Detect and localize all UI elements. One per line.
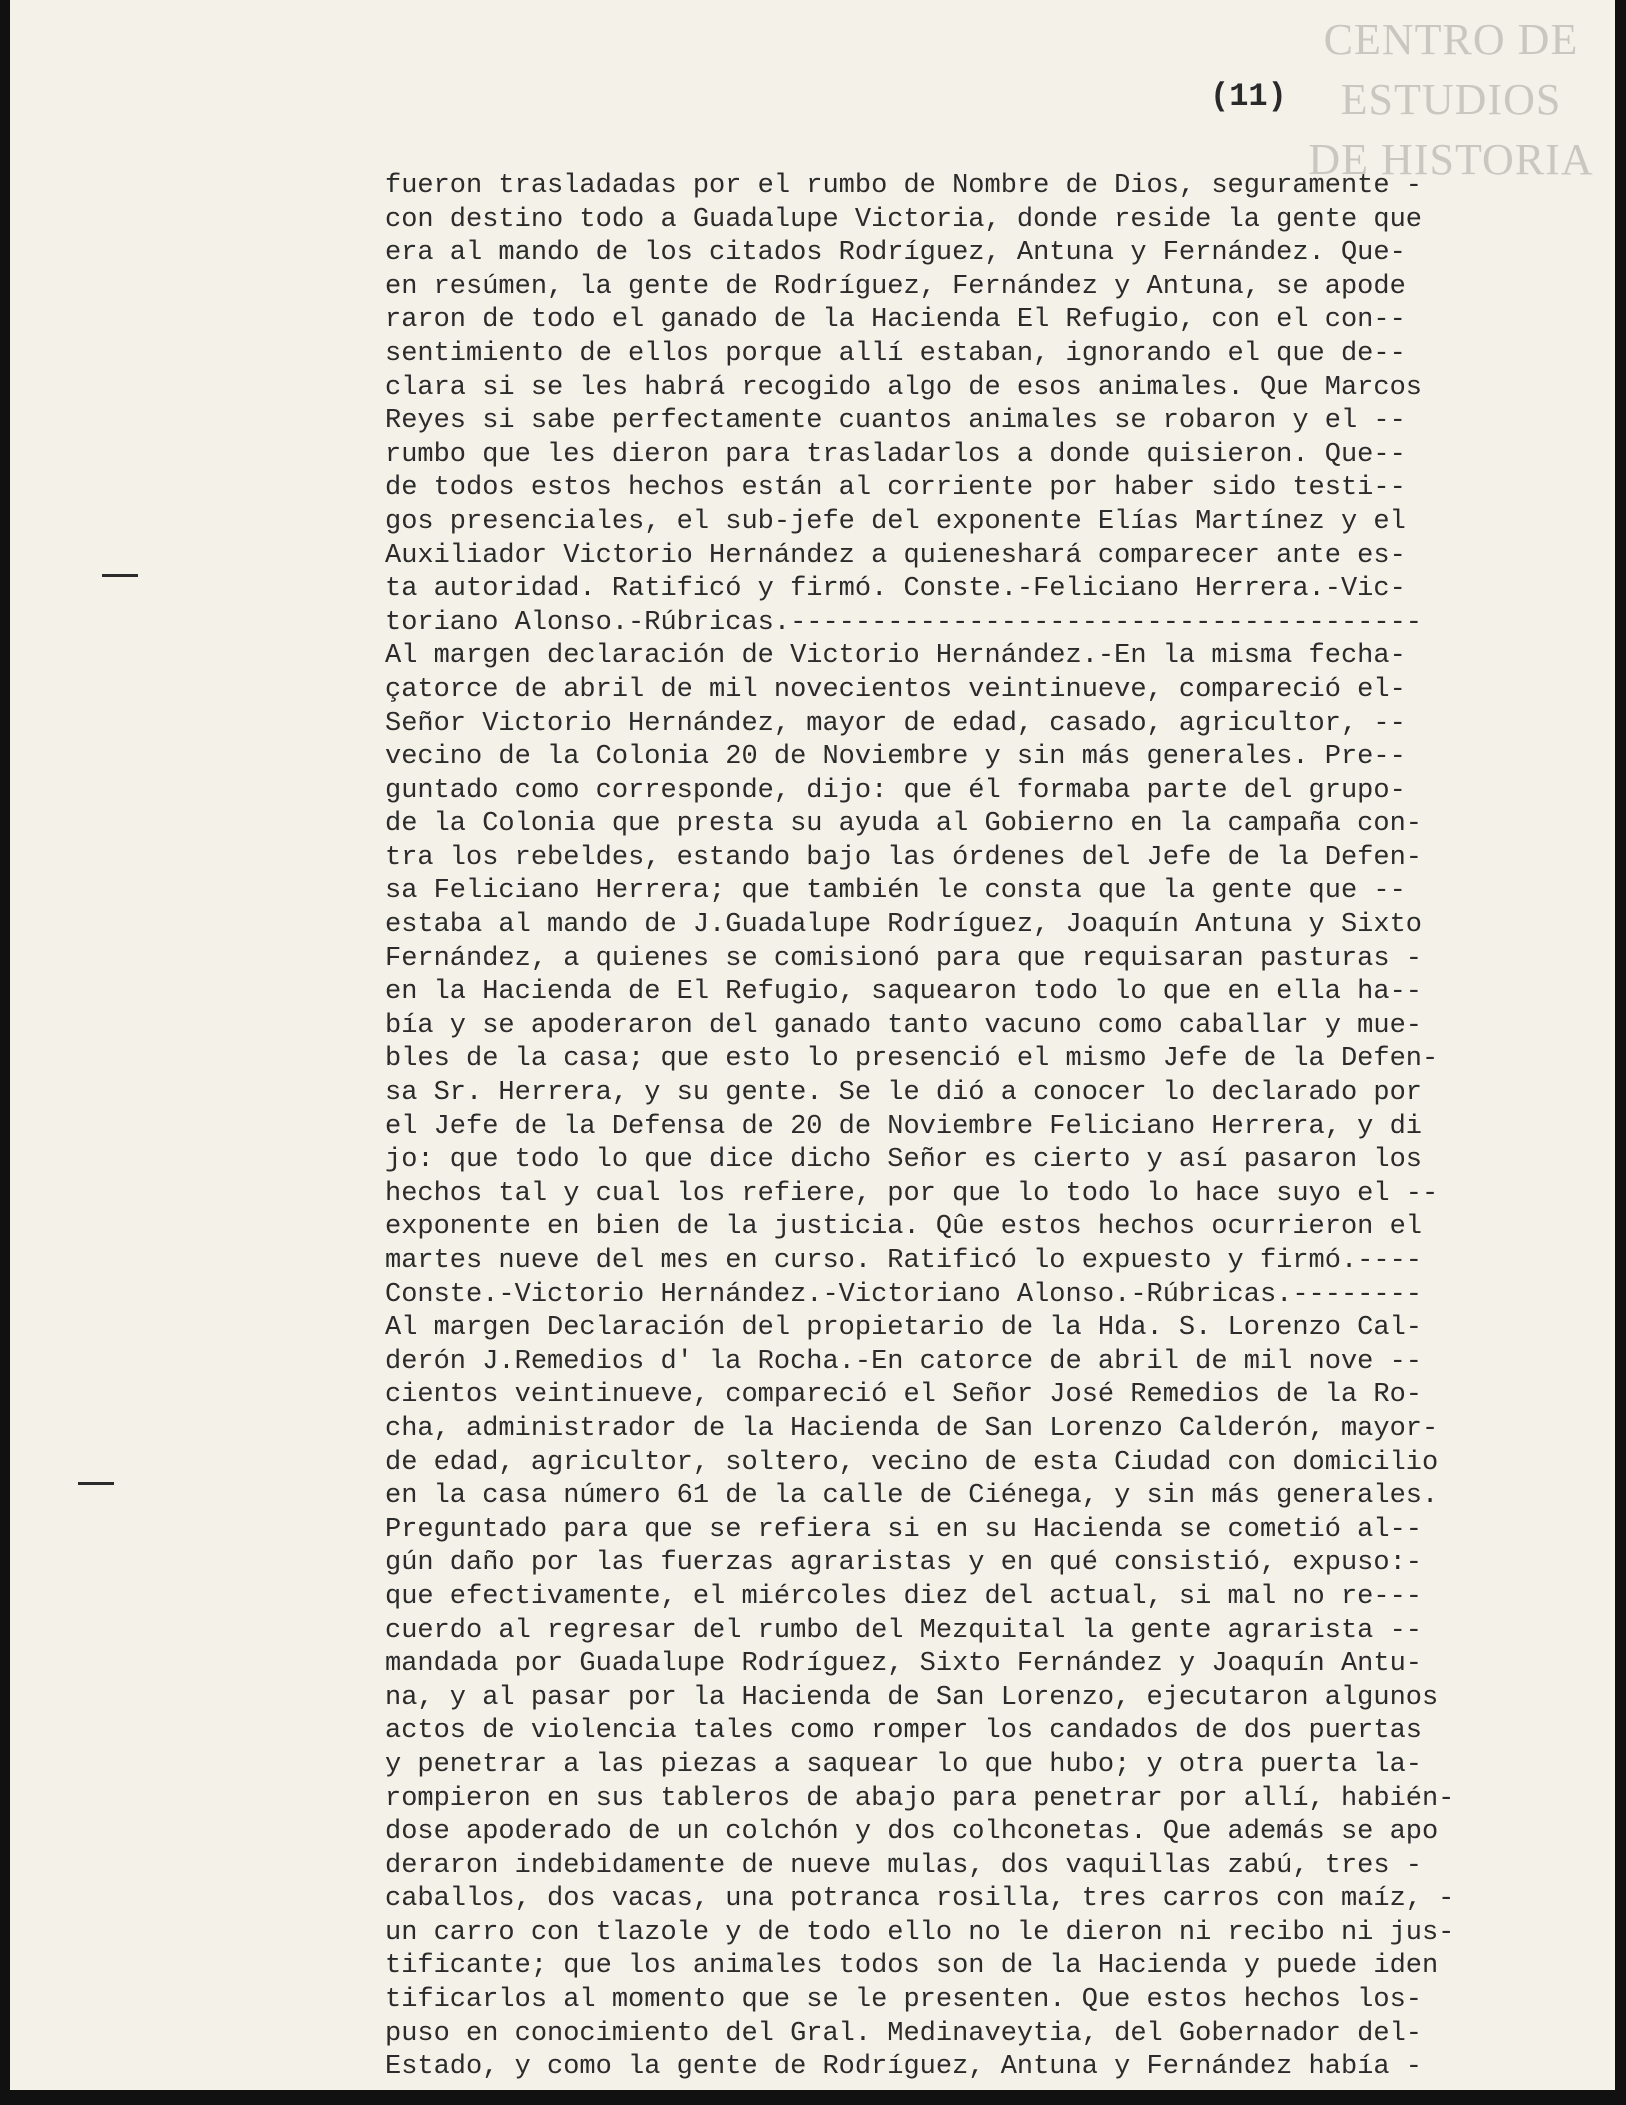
document-page [10,0,1615,2090]
text-line: gos presenciales, el sub-jefe del exponente Elías Martínez y el [385,506,1406,537]
text-line: hechos tal y cual los refiere, por que lo todo lo hace suyo el -- [385,1178,1439,1209]
page-number: (11) [1210,78,1287,115]
text-line: Señor Victorio Hernández, mayor de edad, casado, agricultor, -- [385,708,1406,739]
text-line: martes nueve del mes en curso. Ratificó lo expuesto y firmó.---- [385,1246,1422,1276]
text-line: sentimiento de ellos porque allí estaban, ignorando el que de-- [385,338,1406,369]
text-line: cientos veintinueve, compareció el Señor José Remedios de la Ro- [385,1380,1422,1411]
text-line: sa Feliciano Herrera; que también le consta que la gente que -- [385,876,1406,907]
typed-declaration-text [385,170,1615,2085]
text-line: un carro con tlazole y de todo ello no le dieron ni recibo ni jus- [385,1917,1455,1948]
text-line: de edad, agricultor, soltero, vecino de esta Ciudad con domicilio [385,1447,1439,1478]
text-line: Estado, y como la gente de Rodríguez, Antuna y Fernández había - [385,2052,1422,2083]
text-line: deraron indebidamente de nueve mulas, dos vaquillas zabú, tres - [385,1850,1422,1881]
watermark-line: ESTUDIOS [1340,75,1562,124]
watermark-line: CENTRO DE [1323,15,1579,64]
margin-dash-mark [78,1482,114,1485]
text-line: ta autoridad. Ratificó y firmó. Conste.-Feliciano Herrera.-Vic- [385,574,1406,605]
text-line: fueron trasladadas por el rumbo de Nombre de Dios, seguramente - [385,171,1422,201]
text-line: Reyes si sabe perfectamente cuantos animales se robaron y el -- [385,406,1406,437]
text-line: jo: que todo lo que dice dicho Señor es cierto y así pasaron los [385,1145,1422,1176]
text-line: actos de violencia tales como romper los candados de dos puertas [385,1716,1422,1747]
text-line: tra los rebeldes, estando bajo las órdenes del Jefe de la Defen- [385,842,1422,873]
text-line: de todos estos hechos están al corriente por haber sido testi-- [385,473,1406,504]
text-line: el Jefe de la Defensa de 20 de Noviembre Feliciano Herrera, y di [385,1111,1422,1142]
text-line: Conste.-Victorio Hernández.-Victoriano Alonso.-Rúbricas.-------- [385,1279,1422,1310]
text-line: dose apoderado de un colchón y dos colhconetas. Que además se apo [385,1817,1439,1848]
text-line: sa Sr. Herrera, y su gente. Se le dió a conocer lo declarado por [385,1078,1422,1109]
text-line: en resúmen, la gente de Rodríguez, Fernández y Antuna, se apode [385,271,1406,302]
archive-watermark [1301,10,1601,190]
text-line: en la Hacienda de El Refugio, saquearon todo lo que en ella ha-- [385,977,1422,1008]
text-line: gún daño por las fuerzas agraristas y en qué consistió, expuso:- [385,1548,1422,1579]
text-line: puso en conocimiento del Gral. Medinaveytia, del Gobernador del- [385,2018,1422,2049]
text-line: çatorce de abril de mil novecientos veintinueve, compareció el- [385,674,1406,705]
text-line: en la casa número 61 de la calle de Ciénega, y sin más generales. [385,1481,1439,1512]
text-line: caballos, dos vacas, una potranca rosilla, tres carros con maíz, - [385,1884,1455,1915]
text-line: clara si se les habrá recogido algo de esos animales. Que Marcos [385,372,1422,403]
text-line: Al margen Declaración del propietario de la Hda. S. Lorenzo Cal- [385,1313,1422,1344]
text-line: exponente en bien de la justicia. Qûe estos hechos ocurrieron el [385,1212,1422,1243]
text-line: raron de todo el ganado de la Hacienda El Refugio, con el con-- [385,305,1406,336]
text-line: con destino todo a Guadalupe Victoria, donde reside la gente que [385,204,1422,235]
text-line: y penetrar a las piezas a saquear lo que hubo; y otra puerta la- [385,1749,1422,1780]
text-line: bía y se apoderaron del ganado tanto vacuno como caballar y mue- [385,1010,1422,1041]
text-line: que efectivamente, el miércoles diez del actual, si mal no re--- [385,1581,1422,1612]
text-line: guntado como corresponde, dijo: que él formaba parte del grupo- [385,775,1406,806]
text-line: cha, administrador de la Hacienda de San Lorenzo Calderón, mayor- [385,1413,1439,1444]
text-line: era al mando de los citados Rodríguez, Antuna y Fernández. Que- [385,238,1406,269]
margin-dash-mark [102,574,138,577]
text-line: Al margen declaración de Victorio Hernández.-En la misma fecha- [385,641,1406,672]
text-line: tificarlos al momento que se le presenten. Que estos hechos los- [385,1985,1422,2016]
text-line: derón J.Remedios d' la Rocha.-En catorce de abril de mil nove -- [385,1346,1422,1377]
text-line: bles de la casa; que esto lo presenció el mismo Jefe de la Defen- [385,1044,1439,1075]
watermark-line: DE HISTORIA [1308,135,1594,184]
text-line: Auxiliador Victorio Hernández a quieneshará comparecer ante es- [385,540,1406,571]
text-line: tificante; que los animales todos son de la Hacienda y puede iden [385,1951,1439,1982]
text-line: de la Colonia que presta su ayuda al Gobierno en la campaña con- [385,809,1422,840]
text-line: rompieron en sus tableros de abajo para penetrar por allí, habién- [385,1783,1455,1814]
text-line: cuerdo al regresar del rumbo del Mezquital la gente agrarista -- [385,1615,1422,1646]
text-line: Preguntado para que se refiera si en su Hacienda se cometió al-- [385,1514,1422,1545]
text-line: vecino de la Colonia 20 de Noviembre y sin más generales. Pre-- [385,742,1406,773]
text-line: mandada por Guadalupe Rodríguez, Sixto Fernández y Joaquín Antu- [385,1649,1422,1680]
text-line: rumbo que les dieron para trasladarlos a donde quisieron. Que-- [385,439,1406,470]
text-line: toriano Alonso.-Rúbricas.--------------------------------------- [385,607,1422,638]
text-line: estaba al mando de J.Guadalupe Rodríguez, Joaquín Antuna y Sixto [385,910,1422,941]
text-line: na, y al pasar por la Hacienda de San Lorenzo, ejecutaron algunos [385,1682,1439,1713]
text-line: Fernández, a quienes se comisionó para que requisaran pasturas - [385,943,1422,974]
